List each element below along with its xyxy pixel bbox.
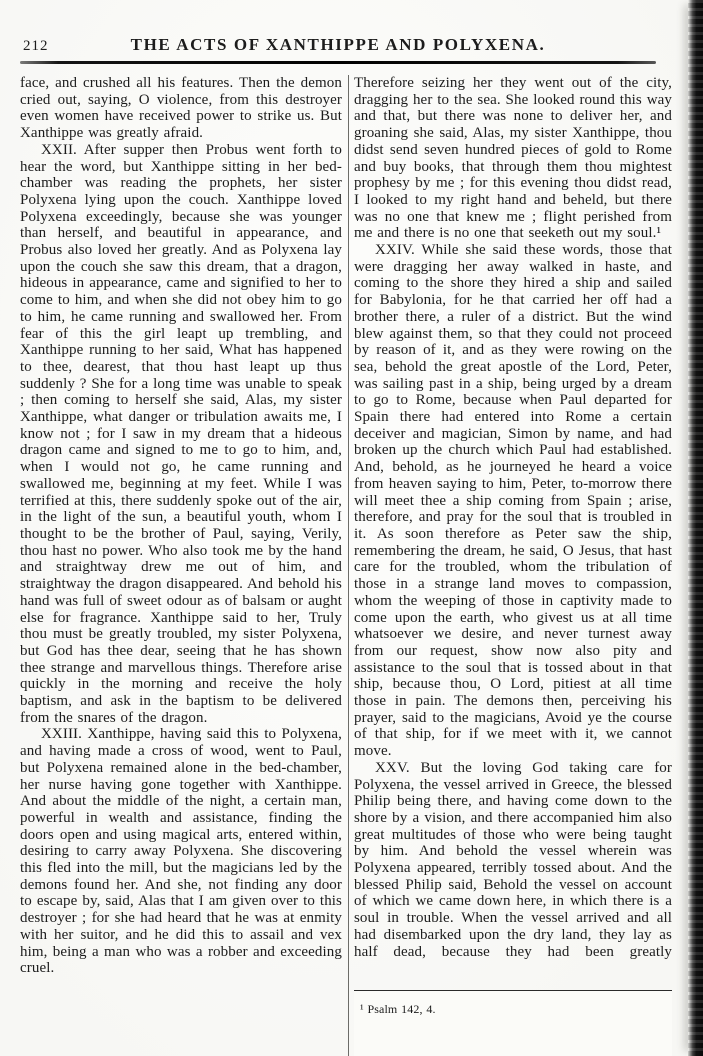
right-paragraph-continuation: Therefore seizing her they went out of the city, dragging her to the sea. She looked round this way and that, but there was none to deliver her, and groaning she said, Alas, my sister Xanthippe, thou didst send seven hundred pieces of gold to Rome and buy books, that through them thou mightest prophesy by me ; for this evening thou didst read, I looked to my right hand and beheld, but there was no one that knew me ; flight perished from me and there is no one that seeketh out my soul.¹ bbox=[354, 75, 672, 242]
footnote-text: ¹ Psalm 142, 4. bbox=[360, 1002, 436, 1016]
left-paragraph-continuation: face, and crushed all his features. Then the demon cried out, saying, O violence, from this destroyer even women have received power to strike us. But Xanthippe was greatly afraid. bbox=[20, 75, 342, 142]
running-title: THE ACTS OF XANTHIPPE AND POLYXENA. bbox=[130, 35, 546, 54]
footnote-rule bbox=[354, 990, 672, 991]
footnote-block bbox=[354, 990, 672, 1056]
text-columns bbox=[20, 75, 672, 1056]
left-column bbox=[20, 75, 342, 1056]
left-paragraph-chapter-xxiii: XXIII. Xanthippe, having said this to Polyxena, and having made a cross of wood, went to Paul, but Polyxena remained alone in the bed-chamber, her nurse having gone together with Xanthippe. And about the middle of the night, a certain man, powerful in wealth and assistance, finding the doors open and using magical arts, entered within, desiring to carry away Polyxena. She discovering this fled into the mill, but the magicians led by the demons found her. And she, not finding any door to escape by, said, Alas that I am given over to this destroyer ; for she had heard that he was at enmity with her suitor, and he did this to assail and vex him, being a man who was a robber and exceeding cruel. bbox=[20, 726, 342, 977]
book-edge-scan-shadow bbox=[688, 0, 703, 1056]
right-paragraph-chapter-xxv: XXV. But the loving God taking care for Polyxena, the vessel arrived in Greece, the blessed Philip being there, and having come down to the shore by a vision, and there accompanied him also great multitudes of those who were being taught by him. And behold the vessel wherein was Polyxena appeared, terribly tossed about. And the blessed Philip said, Behold the vessel on account of which we came down here, in which there is a soul in trouble. When the vessel arrived and all had disembarked upon the dry land, they lay as half dead, because they had been greatly bbox=[354, 759, 672, 960]
page-header bbox=[20, 35, 656, 59]
left-paragraph-chapter-xxii: XXII. After supper then Probus went forth to hear the word, but Xanthippe sitting in her bed-chamber was reading the prophets, her sister Polyxena lying upon the couch. Xanthippe loved Polyxena exceedingly, because she was younger than herself, and beautiful in appearance, and Probus also loved her greatly. And as Polyxena lay upon the couch she saw this dream, that a dragon, hideous in appearance, came and signified to her to come to him, and when she did not obey him to go to him, he came running and swallowed her. From fear of this the girl leapt up trembling, and Xanthippe running to her said, What has happened to thee, dearest, that thou hast leapt up thus suddenly ? She for a long time was unable to speak ; then coming to herself she said, Alas, my sister Xanthippe, what danger or tribulation awaits me, I know not ; for I saw in my dream that a hideous dragon came and signed to me to go to him, and, when I would not go, he came running and swallowed me, beginning at my feet. While I was terrified at this, there suddenly spoke out of the air, in the light of the sun, a beautiful youth, whom I thought to be the brother of Paul, saying, Verily, thou hast no power. Who also took me by the hand and straightway drew me out of him, and straightway the dragon disappeared. And behold his hand was full of sweet odour as of balsam or aught else for fragrance. Xanthippe said to her, Truly thou must be greatly troubled, my sister Polyxena, but God has thee dear, seeing that he has shown thee strange and marvellous things. Therefore arise quickly in the morning and receive the holy baptism, and ask in the baptism to be delivered from the snares of the dragon. bbox=[20, 141, 342, 726]
header-rule bbox=[20, 61, 656, 64]
page-number: 212 bbox=[23, 38, 49, 54]
right-column bbox=[354, 75, 672, 1056]
column-divider-rule bbox=[348, 75, 349, 1056]
right-paragraph-chapter-xxiv: XXIV. While she said these words, those that were dragging her away walked in haste, and coming to the shore they hired a ship and sailed for Babylonia, for he that carried her off had a brother there, a ruler of a district. But the wind blew against them, so that they could not proceed by reason of it, and as they were rowing on the sea, behold the great apostle of the Lord, Peter, was sailing past in a ship, being urged by a dream to go to Rome, because when Paul departed for Spain there had entered into Rome a certain deceiver and magician, Simon by name, and had broken up the church which Paul had established. And, behold, as he journeyed he heard a voice from heaven saying to him, Peter, to-morrow there will meet thee a ship coming from Spain ; arise, therefore, and pray for the soul that is troubled in it. As soon therefore as Peter saw the ship, remembering the dream, he said, O Jesus, that hast care for the troubled, whom the tribulation of those in a strange land moves to compassion, whom the weeping of those in captivity made to come upon the earth, who givest us at all time whatsoever we desire, and never turnest away from our request, show now also pity and assistance to the soul that is tossed about in that ship, because thou, O Lord, pitiest at all time those in pain. The demons then, perceiving his prayer, said to the magicians, Avoid ye the course of that ship, for if we meet with it, we cannot move. bbox=[354, 242, 672, 760]
